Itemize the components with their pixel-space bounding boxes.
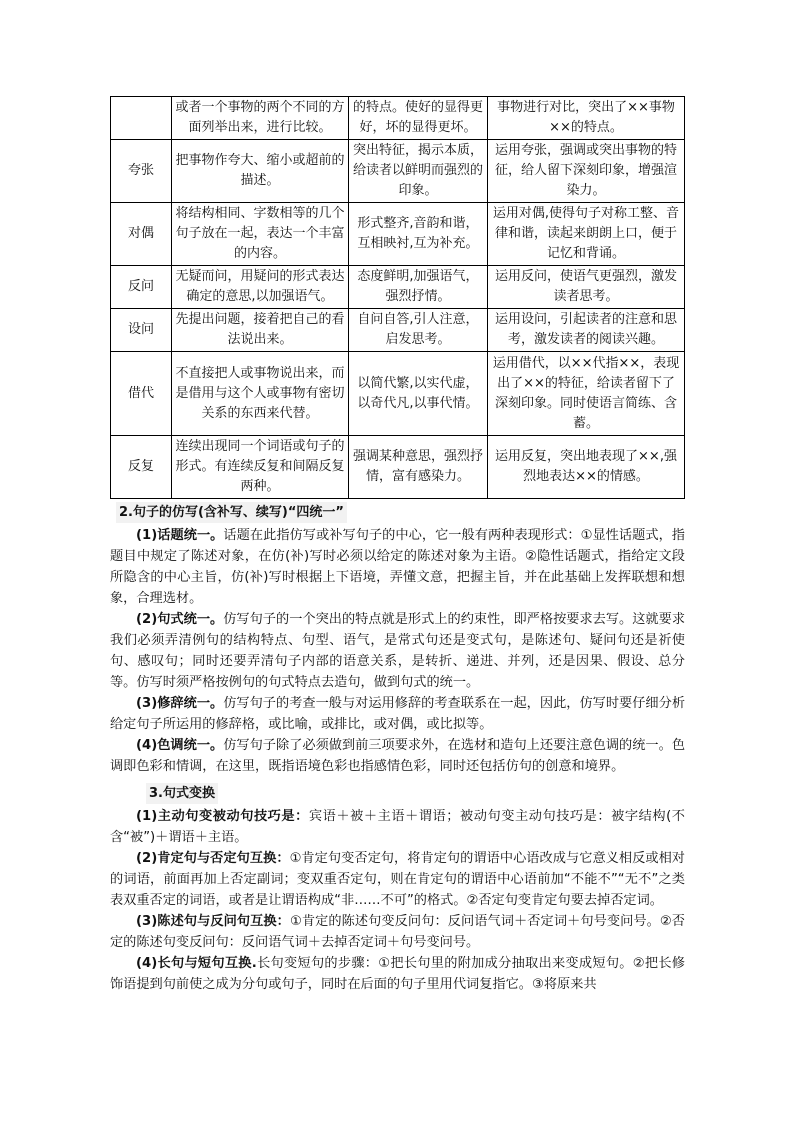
page — [110, 96, 685, 995]
paragraph — [110, 848, 685, 911]
answer-cell: 运用设问，引起读者的注意和思考，激发读者的阅读兴趣。 — [488, 309, 685, 352]
section-2 — [110, 499, 685, 777]
paragraph — [110, 806, 685, 848]
paragraph-text: ①肯定句变否定句，将肯定句的谓语中心语改成与它意义相反或相对的词语，前面再加上否定副词；变双重否定句，则在肯定句的谓语中心语前加“不能不”“无不”之类表双重否定的词语，或者是让谓语构成“非……不可”的格式。②否定句变肯定句要去掉否定词。 — [110, 851, 685, 908]
definition-cell: 连续出现同一个词语或句子的形式。有连续反复和间隔反复两种。 — [172, 436, 349, 499]
effect-cell: 以简代繁,以实代虚，以奇代凡,以事代情。 — [349, 352, 488, 436]
definition-cell: 不直接把人或事物说出来，而是借用与这个人或事物有密切关系的东西来代替。 — [172, 352, 349, 436]
rhetoric-table — [110, 96, 685, 499]
definition-cell: 或者一个事物的两个不同的方面列举出来，进行比较。 — [172, 97, 349, 140]
effect-cell: 自问自答,引人注意，启发思考。 — [349, 309, 488, 352]
answer-cell: 运用对偶,使得句子对称工整、音律和谐，读起来朗朗上口，便于记忆和背诵。 — [488, 203, 685, 266]
definition-cell: 将结构相同、字数相等的几个句子放在一起，表达一个丰富的内容。 — [172, 203, 349, 266]
effect-cell: 突出特征，揭示本质，给读者以鲜明而强烈的印象。 — [349, 140, 488, 203]
paragraph — [110, 953, 685, 995]
term-cell: 反问 — [111, 266, 172, 309]
paragraph-lead: (2)句式统一。 — [136, 612, 224, 627]
term-cell — [111, 97, 172, 140]
term-cell: 借代 — [111, 352, 172, 436]
table-row — [111, 140, 685, 203]
paragraph-text: ①肯定的陈述句变反问句：反问语气词＋否定词＋句号变问号。②否定的陈述句变反问句：反问语气词＋去掉否定词＋句号变问号。 — [110, 914, 685, 950]
term-cell: 夸张 — [111, 140, 172, 203]
answer-cell: 运用反复，突出地表现了××,强烈地表达××的情感。 — [488, 436, 685, 499]
paragraph-text: 仿写句子除了必须做到前三项要求外，在选材和造句上还要注意色调的统一。色调即色彩和情调，在这里，既指语境色彩也指感情色彩，同时还包括仿句的创意和境界。 — [110, 738, 686, 774]
term-cell: 反复 — [111, 436, 172, 499]
paragraph-lead: (1)话题统一。 — [136, 528, 224, 543]
effect-cell: 的特点。使好的显得更好，坏的显得更坏。 — [349, 97, 488, 140]
effect-cell: 强调某种意思，强烈抒情，富有感染力。 — [349, 436, 488, 499]
answer-cell: 运用夸张，强调或突出事物的特征，给人留下深刻印象，增强渲染力。 — [488, 140, 685, 203]
answer-cell: 运用借代，以××代指××，表现出了××的特征，给读者留下了深刻印象。同时使语言简练、含蓄。 — [488, 352, 685, 436]
paragraph-text: 长句变短句的步骤：①把长句里的附加成分抽取出来变成短句。②把长修饰语提到句前使之成为分句或句子，同时在后面的句子里用代词复指它。③将原来共 — [110, 956, 685, 992]
definition-cell: 把事物作夸大、缩小或超前的描述。 — [172, 140, 349, 203]
paragraph — [110, 525, 685, 609]
table-row — [111, 203, 685, 266]
paragraph-lead: (3)修辞统一。 — [136, 696, 224, 711]
paragraph-lead: (4)色调统一。 — [136, 738, 224, 753]
paragraph-lead: (1)主动句变被动句技巧是： — [136, 809, 309, 824]
paragraph — [110, 609, 685, 693]
effect-cell: 形式整齐,音韵和谐，互相映衬,互为补充。 — [349, 203, 488, 266]
table-row — [111, 436, 685, 499]
table-row — [111, 266, 685, 309]
definition-cell: 无疑而问，用疑问的形式表达确定的意思,以加强语气。 — [172, 266, 349, 309]
answer-cell: 事物进行对比，突出了××事物××的特点。 — [488, 97, 685, 140]
term-cell: 设问 — [111, 309, 172, 352]
paragraph-text: 仿写句子的一个突出的特点就是形式上的约束性，即严格按要求去写。这就要求我们必须弄清例句的结构特点、句型、语气，是常式句还是变式句，是陈述句、疑问句还是祈使句、感叹句；同时还要弄清句子内部的语意关系，是转折、递进、并列，还是因果、假设、总分等。仿写时须严格按例句的句式特点去造句，做到句式的统一。 — [110, 612, 686, 690]
paragraph — [110, 693, 685, 735]
effect-cell: 态度鲜明,加强语气，强烈抒情。 — [349, 266, 488, 309]
paragraph-lead: (4)长句与短句互换. — [136, 956, 257, 971]
table-row — [111, 309, 685, 352]
section-3-heading: 3.句式变换 — [146, 783, 218, 804]
paragraph-text: 仿写句子的考查一般与对运用修辞的考查联系在一起，因此，仿写时要仔细分析给定句子所运用的修辞格，或比喻，或排比，或对偶，或比拟等。 — [110, 696, 686, 732]
paragraph — [110, 911, 685, 953]
paragraph-lead: (2)肯定句与否定句互换： — [136, 851, 290, 866]
table-row — [111, 97, 685, 140]
paragraph-lead: (3)陈述句与反问句互换： — [136, 914, 290, 929]
paragraph — [110, 735, 685, 777]
paragraph-text: 宾语＋被＋主语＋谓语；被动句变主动句技巧是：被字结构(不含“被”)＋谓语＋主语。 — [110, 809, 685, 845]
section-3 — [110, 777, 685, 995]
table-row — [111, 352, 685, 436]
definition-cell: 先提出问题，接着把自己的看法说出来。 — [172, 309, 349, 352]
answer-cell: 运用反问，使语气更强烈，激发读者思考。 — [488, 266, 685, 309]
term-cell: 对偶 — [111, 203, 172, 266]
paragraph-text: 话题在此指仿写或补写句子的中心，它一般有两种表现形式：①显性话题式，指题目中规定了陈述对象，在仿(补)写时必须以给定的陈述对象为主语。②隐性话题式，指给定文段所隐含的中心主旨，仿(补)写时根据上下语境，弄懂文意，把握主旨，并在此基础上发挥联想和想象，合理选材。 — [110, 528, 685, 606]
section-2-heading: 2.句子的仿写(含补写、续写)“四统一” — [116, 502, 347, 523]
